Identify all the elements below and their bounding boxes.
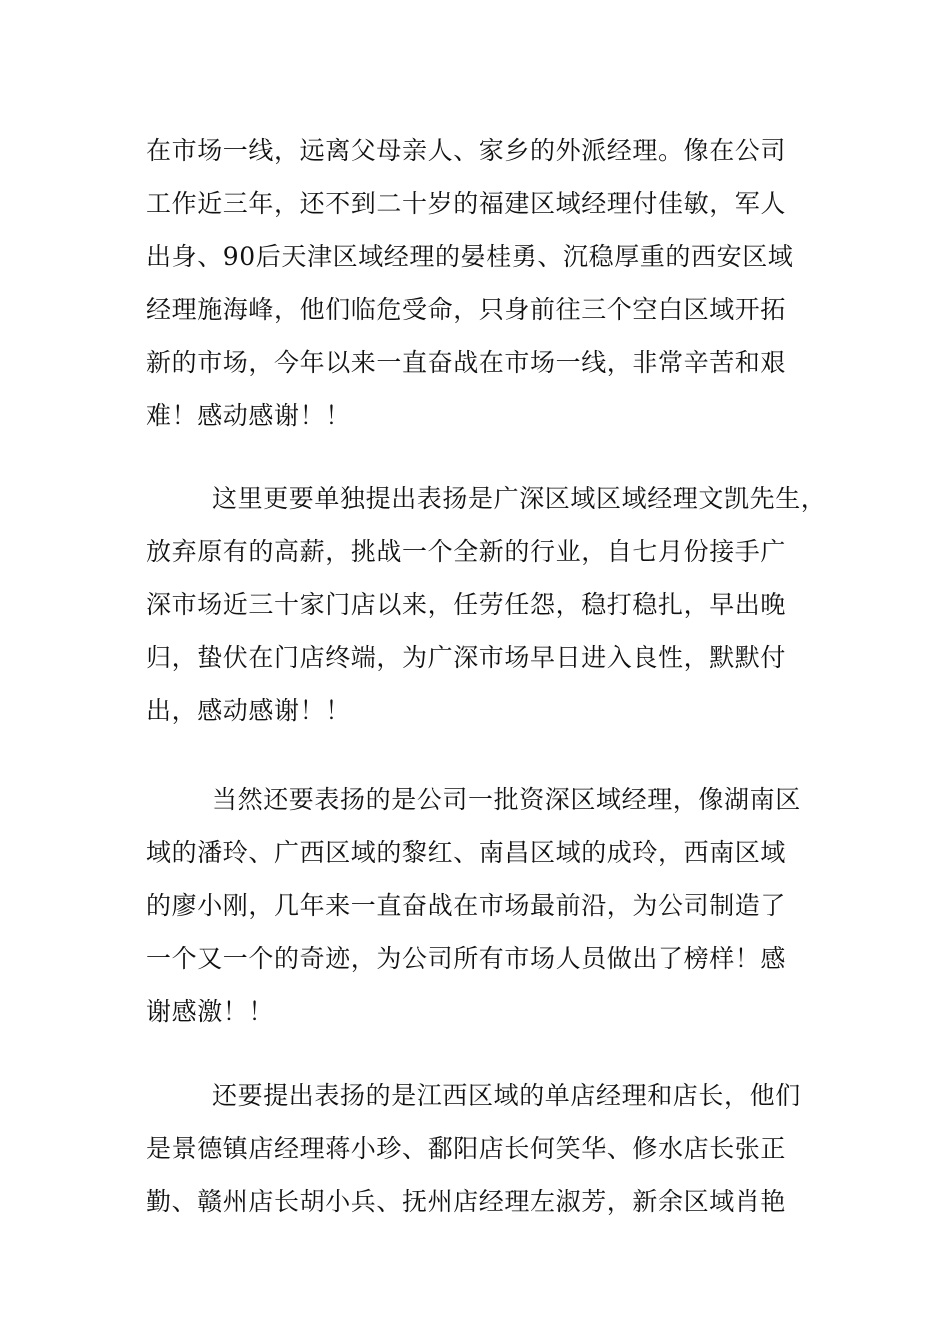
paragraph-line: 这里更要单独提出表扬是广深区域区域经理文凯先生， [212,484,827,513]
paragraph-1 [146,124,808,442]
paragraph-line: 深市场近三十家门店以来，任劳任怨，稳打稳扎，早出晚 [146,590,787,619]
paragraph-4 [146,1069,808,1228]
paragraph-2 [146,472,827,737]
paragraph-line: 还要提出表扬的是江西区域的单店经理和店长，他们 [212,1081,801,1110]
paragraph-line: 工作近三年，还不到二十岁的福建区域经理付佳敏，军人 [146,189,787,218]
paragraph-line: 归，蛰伏在门店终端，为广深市场早日进入良性，默默付 [146,643,787,672]
paragraph-line: 谢感激！！ [146,997,275,1026]
paragraph-line: 勤、赣州店长胡小兵、抚州店经理左淑芳，新余区域肖艳 [146,1187,787,1216]
paragraph-line: 新的市场，今年以来一直奋战在市场一线，非常辛苦和艰 [146,348,787,377]
paragraph-3 [146,773,808,1038]
paragraph-line: 当然还要表扬的是公司一批资深区域经理，像湖南区 [212,785,801,814]
paragraph-line: 出，感动感谢！！ [146,696,351,725]
paragraph-line: 一个又一个的奇迹，为公司所有市场人员做出了榜样！感 [146,944,787,973]
paragraph-line: 域的潘玲、广西区域的黎红、南昌区域的成玲，西南区域 [146,838,787,867]
paragraph-line: 放弃原有的高薪，挑战一个全新的行业，自七月份接手广 [146,537,787,566]
paragraph-line: 的廖小刚，几年来一直奋战在市场最前沿，为公司制造了 [146,891,787,920]
paragraph-line: 是景德镇店经理蒋小珍、鄱阳店长何笑华、修水店长张正 [146,1134,787,1163]
paragraph-line: 在市场一线，远离父母亲人、家乡的外派经理。像在公司 [146,136,787,165]
paragraph-line: 出身、90后天津区域经理的晏桂勇、沉稳厚重的西安区域 [146,242,794,271]
paragraph-line: 经理施海峰，他们临危受命，只身前往三个空白区域开拓 [146,295,787,324]
paragraph-line: 难！感动感谢！！ [146,401,351,430]
